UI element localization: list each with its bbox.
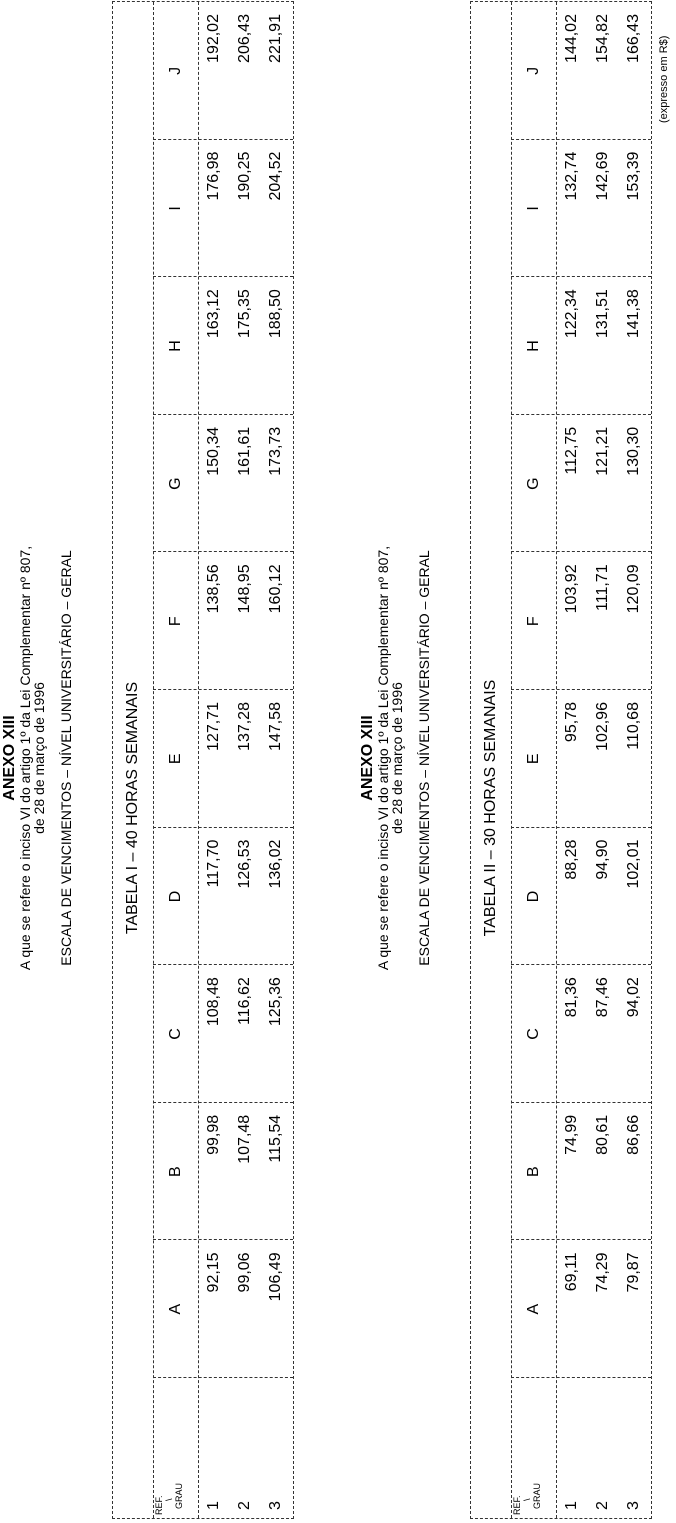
column-header-e: E (166, 753, 184, 765)
anexo-title-2: ANEXO XIII (359, 715, 376, 801)
subtitle-line1-1: A que se refere o inciso VI do artigo 1º da Lei Complementar nº 807, (17, 545, 33, 971)
salary-value: 116,62 (236, 977, 253, 1025)
salary-value: 173,73 (267, 426, 284, 476)
escala-label-2: ESCALA DE VENCIMENTOS – NÍVEL UNIVERSITÁRIO – GERAL (416, 550, 432, 966)
grau-number: 3 (625, 1501, 642, 1510)
salary-value: 131,51 (594, 289, 611, 339)
ref-grau-label (154, 1455, 184, 1515)
salary-value: 122,34 (563, 289, 580, 339)
table-frame-1 (112, 1, 294, 1519)
salary-value: 154,82 (594, 14, 611, 63)
salary-value: 190,25 (236, 151, 253, 201)
salary-value: 204,52 (267, 151, 284, 201)
grau-label: GRAU (532, 1482, 542, 1509)
salary-value: 74,29 (594, 1252, 611, 1293)
salary-value: 103,92 (563, 564, 580, 614)
salary-value: 117,70 (205, 839, 222, 888)
column-header-g: G (524, 477, 542, 490)
salary-value: 144,02 (563, 14, 580, 63)
grau-number: 2 (594, 1501, 611, 1510)
salary-value: 108,48 (205, 977, 222, 1027)
salary-value: 125,36 (267, 977, 284, 1027)
salary-value: 92,15 (205, 1252, 222, 1293)
grau-label: GRAU (174, 1482, 184, 1509)
salary-value: 74,99 (563, 1114, 580, 1155)
column-header-h: H (524, 340, 542, 352)
ref-label: REF. (512, 1495, 522, 1515)
salary-value: 106,49 (267, 1252, 284, 1302)
subtitle-line1-2: A que se refere o inciso VI do artigo 1º da Lei Complementar nº 807, (375, 545, 391, 971)
header-divider (556, 2, 557, 1518)
column-header-b: B (524, 1166, 542, 1177)
grau-number: 2 (236, 1501, 253, 1510)
slash-label: \ (164, 1498, 174, 1501)
title-block-2 (360, 308, 432, 1208)
title-block-1 (2, 308, 74, 1208)
salary-value: 121,21 (594, 426, 611, 476)
column-header-c: C (524, 1028, 542, 1040)
salary-value: 102,01 (625, 839, 642, 889)
table-title-band-1 (113, 2, 154, 1518)
grau-number: 1 (563, 1501, 580, 1510)
salary-value: 69,11 (563, 1252, 580, 1292)
salary-value: 221,91 (267, 14, 284, 63)
salary-value: 95,78 (563, 702, 580, 743)
salary-value: 147,58 (267, 702, 284, 751)
grau-number: 1 (205, 1501, 222, 1510)
salary-value: 81,36 (563, 977, 580, 1018)
salary-value: 99,98 (205, 1114, 222, 1155)
column-header-f: F (524, 616, 542, 627)
salary-grid-2 (511, 2, 651, 1518)
column-header-d: D (166, 890, 184, 903)
ref-grau-label (512, 1455, 542, 1515)
column-header-g: G (166, 477, 184, 490)
salary-value: 130,30 (625, 426, 642, 476)
column-header-j: J (524, 66, 542, 75)
salary-value: 86,66 (625, 1114, 642, 1155)
salary-value: 138,56 (205, 564, 222, 614)
salary-value: 160,12 (267, 564, 284, 614)
salary-value: 150,34 (205, 426, 222, 476)
column-header-a: A (524, 1303, 542, 1315)
anexo-title-1: ANEXO XIII (1, 715, 18, 801)
salary-value: 126,53 (236, 839, 253, 889)
column-header-c: C (166, 1028, 184, 1040)
column-header-b: B (166, 1166, 184, 1177)
salary-value: 79,87 (625, 1252, 642, 1293)
table-title-band-2 (471, 2, 512, 1518)
salary-value: 176,98 (205, 151, 222, 201)
subtitle-line2-2: de 28 de março de 1996 (389, 682, 405, 834)
salary-value: 137,28 (236, 702, 253, 751)
tabela-title-1: TABELA I – 40 HORAS SEMANAIS (124, 681, 141, 935)
salary-value: 115,54 (267, 1114, 284, 1163)
salary-value: 206,43 (236, 14, 253, 63)
salary-value: 102,96 (594, 702, 611, 751)
salary-value: 120,09 (625, 564, 642, 614)
salary-value: 87,46 (594, 977, 611, 1018)
subtitle-line2-1: de 28 de março de 1996 (31, 682, 47, 834)
column-header-a: A (166, 1303, 184, 1315)
salary-value: 136,02 (267, 839, 284, 889)
column-header-d: D (524, 890, 542, 903)
salary-value: 141,38 (625, 289, 642, 339)
salary-value: 88,28 (563, 839, 580, 880)
expresso-note: (expresso em R$) (658, 35, 670, 123)
salary-value: 80,61 (594, 1114, 611, 1155)
salary-value: 163,12 (205, 289, 222, 339)
header-divider (198, 2, 199, 1518)
salary-value: 188,50 (267, 289, 284, 339)
table-frame-2 (470, 1, 652, 1519)
salary-value: 94,02 (625, 977, 642, 1018)
column-header-i: I (524, 206, 542, 211)
column-header-e: E (524, 753, 542, 765)
salary-value: 99,06 (236, 1252, 253, 1293)
ref-label: REF. (154, 1495, 164, 1515)
salary-value: 127,71 (205, 702, 222, 751)
salary-value: 148,95 (236, 564, 253, 614)
tabela-title-2: TABELA II – 30 HORAS SEMANAIS (482, 679, 499, 937)
grau-number: 3 (267, 1501, 284, 1510)
salary-value: 142,69 (594, 151, 611, 201)
salary-value: 132,74 (563, 151, 580, 201)
salary-value: 192,02 (205, 14, 222, 63)
salary-value: 107,48 (236, 1114, 253, 1164)
column-header-j: J (166, 66, 184, 75)
salary-value: 166,43 (625, 14, 642, 63)
salary-value: 161,61 (236, 426, 253, 476)
salary-value: 112,75 (563, 426, 580, 475)
salary-grid-1 (153, 2, 293, 1518)
salary-value: 111,71 (594, 564, 611, 611)
column-header-f: F (166, 616, 184, 627)
salary-value: 110,68 (625, 702, 642, 750)
salary-value: 175,35 (236, 289, 253, 339)
slash-label: \ (522, 1498, 532, 1501)
escala-label-1: ESCALA DE VENCIMENTOS – NÍVEL UNIVERSITÁRIO – GERAL (58, 550, 74, 966)
column-header-i: I (166, 206, 184, 211)
salary-value: 153,39 (625, 151, 642, 201)
salary-value: 94,90 (594, 839, 611, 880)
column-header-h: H (166, 340, 184, 352)
